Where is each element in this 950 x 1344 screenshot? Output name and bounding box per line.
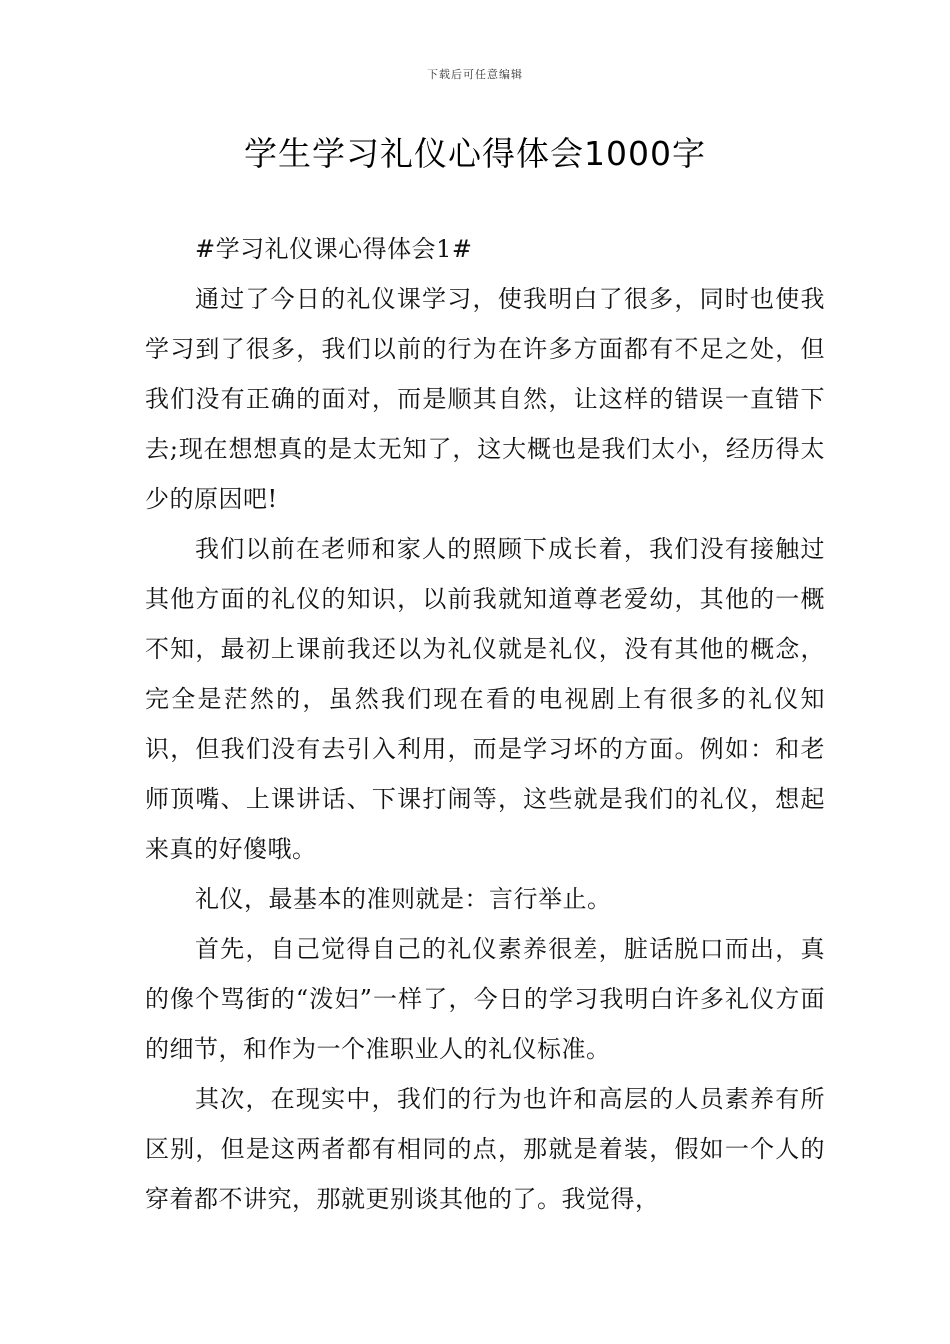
paragraph: 礼仪，最基本的准则就是：言行举止。 [195, 885, 612, 913]
paragraph: 其次，在现实中，我们的行为也许和高层的人员素养有所区别，但是这两者都有相同的点，那就是着装，假如一个人的穿着都不讲究，那就更别谈其他的了。我觉得， [145, 1085, 825, 1213]
document-body [145, 224, 825, 1224]
paragraph: 首先，自己觉得自己的礼仪素养很差，脏话脱口而出，真的像个骂街的“泼妇”一样了，今日的学习我明白许多礼仪方面的细节，和作为一个准职业人的礼仪标准。 [145, 935, 825, 1063]
page-title: 学生学习礼仪心得体会1000字 [244, 134, 706, 173]
section-heading: #学习礼仪课心得体会1# [195, 235, 473, 263]
paragraph: 我们以前在老师和家人的照顾下成长着，我们没有接触过其他方面的礼仪的知识，以前我就知道尊老爱幼，其他的一概不知，最初上课前我还以为礼仪就是礼仪，没有其他的概念，完全是茫然的，虽然我们现在看的电视剧上有很多的礼仪知识，但我们没有去引入利用，而是学习坏的方面。例如：和老师顶嘴、上课讲话、下课打闹等，这些就是我们的礼仪，想起来真的好傻哦。 [145, 535, 825, 863]
paragraph: 通过了今日的礼仪课学习，使我明白了很多，同时也使我学习到了很多，我们以前的行为在许多方面都有不足之处，但我们没有正确的面对，而是顺其自然，让这样的错误一直错下去;现在想想真的是太无知了，这大概也是我们太小，经历得太少的原因吧! [145, 285, 825, 513]
header-note: 下载后可任意编辑 [427, 68, 523, 81]
